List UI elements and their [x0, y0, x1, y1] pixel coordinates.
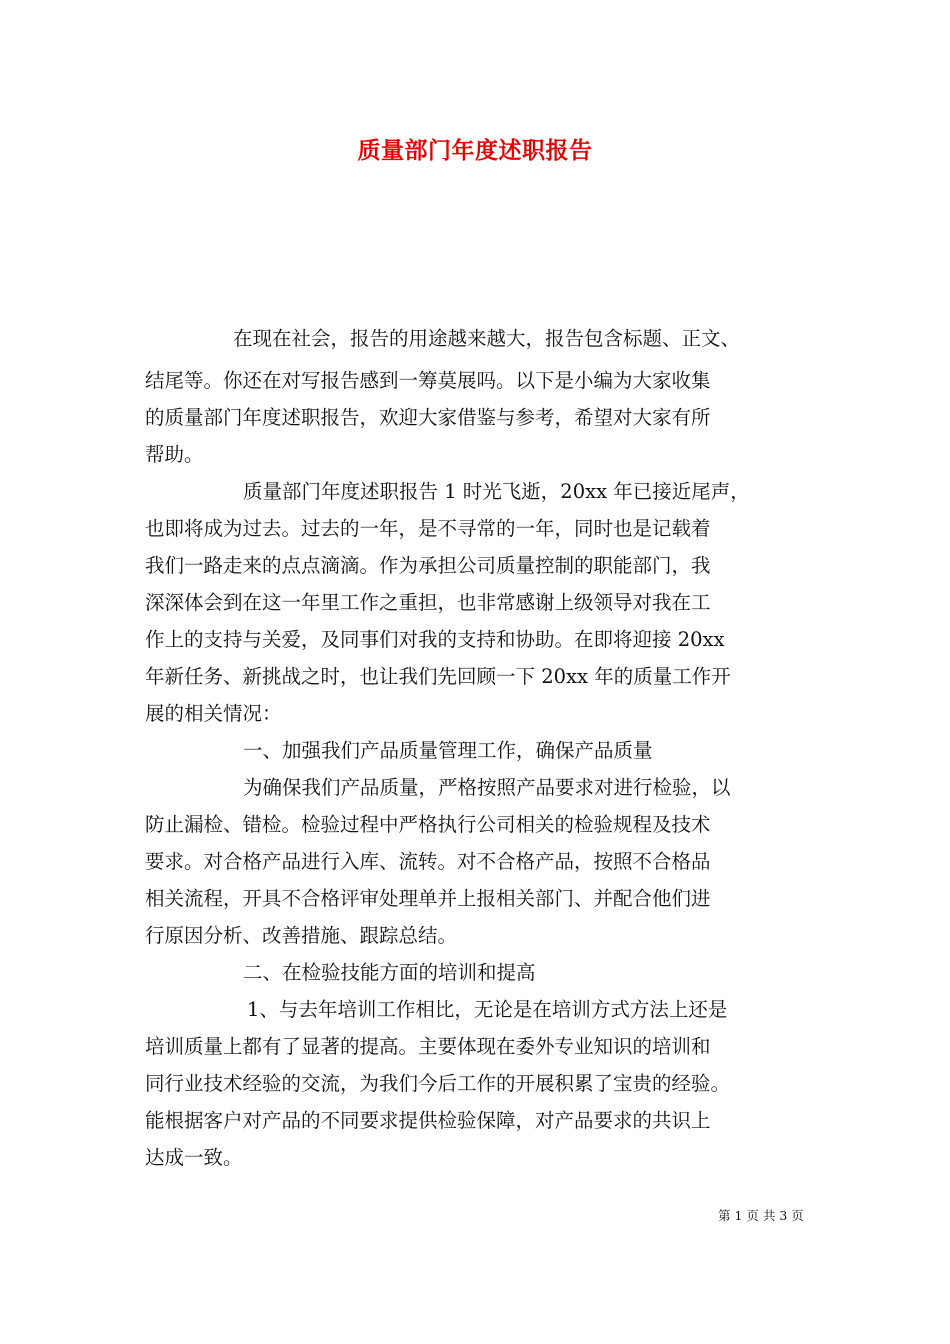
paragraph-line: 的质量部门年度述职报告，欢迎大家借鉴与参考，希望对大家有所 — [145, 406, 711, 429]
paragraph-line: 相关流程，开具不合格评审处理单并上报相关部门、并配合他们进 — [145, 887, 711, 910]
paragraph-line: 年新任务、新挑战之时，也让我们先回顾一下 20xx 年的质量工作开 — [145, 665, 731, 688]
paragraph-line: 培训质量上都有了显著的提高。主要体现在委外专业知识的培训和 — [145, 1035, 711, 1058]
section-heading: 二、在检验技能方面的培训和提高 — [243, 961, 536, 984]
paragraph-line: 深深体会到在这一年里工作之重担，也非常感谢上级领导对我在工 — [145, 591, 711, 614]
section-heading: 一、加强我们产品质量管理工作，确保产品质量 — [243, 739, 653, 762]
paragraph-line: 同行业技术经验的交流，为我们今后工作的开展积累了宝贵的经验。 — [145, 1072, 731, 1095]
paragraph-line: 1、与去年培训工作相比，无论是在培训方式方法上还是 — [247, 998, 728, 1021]
paragraph-line: 帮助。 — [145, 443, 204, 466]
paragraph-line: 在现在社会，报告的用途越来越大，报告包含标题、正文、 — [233, 327, 741, 350]
paragraph-line: 要求。对合格产品进行入库、流转。对不合格产品，按照不合格品 — [145, 850, 711, 873]
paragraph-line: 为确保我们产品质量，严格按照产品要求对进行检验，以 — [243, 776, 731, 799]
paragraph-line: 结尾等。你还在对写报告感到一筹莫展吗。以下是小编为大家收集 — [145, 369, 711, 392]
paragraph-line: 展的相关情况： — [145, 702, 282, 725]
paragraph-line: 防止漏检、错检。检验过程中严格执行公司相关的检验规程及技术 — [145, 813, 711, 836]
page-number: 第 1 页 共 3 页 — [718, 1208, 804, 1223]
paragraph-line: 质量部门年度述职报告 1 时光飞逝，20xx 年已接近尾声， — [243, 480, 750, 503]
paragraph-line: 作上的支持与关爱，及同事们对我的支持和协助。在即将迎接 20xx — [145, 628, 725, 651]
paragraph-line: 能根据客户对产品的不同要求提供检验保障，对产品要求的共识上 — [145, 1109, 711, 1132]
paragraph-line: 达成一致。 — [145, 1146, 243, 1169]
paragraph-line: 我们一路走来的点点滴滴。作为承担公司质量控制的职能部门，我 — [145, 554, 711, 577]
paragraph-line: 行原因分析、改善措施、跟踪总结。 — [145, 924, 458, 947]
paragraph-line: 也即将成为过去。过去的一年，是不寻常的一年，同时也是记载着 — [145, 517, 711, 540]
document-title: 质量部门年度述职报告 — [357, 137, 593, 164]
